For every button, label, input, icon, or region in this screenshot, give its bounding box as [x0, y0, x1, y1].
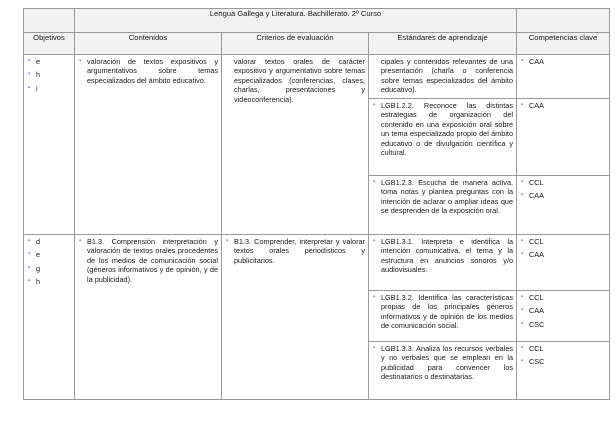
- header-competencias: Competencias clave: [517, 33, 610, 55]
- objective-item: ▪ g: [28, 264, 71, 273]
- standard-cell: [369, 291, 517, 342]
- objectives-cell: [24, 235, 75, 400]
- standard-text: ▪ LGB1.3.3. Analiza los recursos verbales y no verbales que se emplean en la publicidad para convencer los destinatarios o destinatarias.: [373, 344, 513, 382]
- competence-item: ▪ CCL: [521, 293, 606, 302]
- objective-item: ▪ h: [28, 277, 71, 286]
- objectives-list: [28, 237, 71, 287]
- competences-cell: [517, 235, 610, 291]
- content-text: ▪ B1.3. Comprensión interpretación y valoración de textos orales procedentes de los medios de comunicación social (géneros informativos y de opinión, y de la publicidad).: [79, 237, 218, 284]
- competence-item: ▪ CAA: [521, 57, 606, 66]
- standard-text: ▪ LGB1.3.2. Identifica las características propias de los principales géneros informativos y de opinión de los medios de comunicación social.: [373, 293, 513, 331]
- table-row: [24, 235, 610, 291]
- competence-item: ▪ CCL: [521, 178, 606, 187]
- table-title: Lengua Gallega y Literatura. Bachillerato. 2º Curso: [75, 9, 517, 33]
- content-cell: [75, 55, 222, 235]
- content-text: ▪ valoración de textos expositivos y argumentativos sobre temas especializados del ámbito educativo.: [79, 57, 218, 85]
- competence-item: ▪ CAA: [521, 306, 606, 315]
- competence-item: ▪ CCL: [521, 237, 606, 246]
- competence-item: ▪ CAA: [521, 101, 606, 110]
- standard-cell: [369, 55, 517, 99]
- competence-item: ▪ CAA: [521, 250, 606, 259]
- objective-item: ▪ d: [28, 237, 71, 246]
- competence-item: ▪ CCL: [521, 344, 606, 353]
- header-objetivos: Objetivos: [24, 33, 75, 55]
- objective-item: ▪ e: [28, 250, 71, 259]
- standard-cell: [369, 176, 517, 235]
- objective-item: ▪ e: [28, 57, 71, 66]
- curriculum-table: [23, 8, 610, 400]
- title-corner: [24, 9, 75, 33]
- competence-item: ▪ CSC: [521, 357, 606, 366]
- standard-cell: [369, 235, 517, 291]
- content-cell: [75, 235, 222, 400]
- objectives-list: [28, 57, 71, 93]
- objective-item: ▪ i: [28, 84, 71, 93]
- criteria-text: ▪ B1.3. Comprender, interpretar y valorar textos orales periodísticos y publicitarios.: [226, 237, 365, 265]
- competences-cell: [517, 55, 610, 99]
- competence-item: ▪ CSC: [521, 320, 606, 329]
- criteria-cell: [222, 235, 369, 400]
- objective-item: ▪ h: [28, 70, 71, 79]
- standard-text: cipales y contenidos relevantes de una presentación (charla o conferencia sobre temas especializados del ámbito educativo).: [381, 57, 514, 95]
- table-header-row: [24, 33, 610, 55]
- standard-cell: [369, 342, 517, 400]
- criteria-text: valorar textos orales de carácter expositivo y argumentativo sobre temas especializados (conferencias, clases, charlas, presentaciones y videoconferencia).: [234, 57, 365, 104]
- header-criterios: Criterios de evaluación: [222, 33, 369, 55]
- standard-text: ▪ LGB1.3.1. Interpreta e identifica la intención comunicativa, el tema y la estructura en anuncios sonoros y/o audiovisuales.: [373, 237, 513, 275]
- header-contenidos: Contenidos: [75, 33, 222, 55]
- objectives-cell: [24, 55, 75, 235]
- table-row: [24, 55, 610, 99]
- criteria-cell: [222, 55, 369, 235]
- standard-text: ▪ LGB1.2.3. Escucha de manera activa, toma notas y plantea preguntas con la intención de aclarar o ampliar ideas que se desprenden de la exposición oral.: [373, 178, 513, 216]
- standard-cell: [369, 99, 517, 176]
- header-estandares: Estándares de aprendizaje: [369, 33, 517, 55]
- title-corner-right: [517, 9, 610, 33]
- competence-item: ▪ CAA: [521, 191, 606, 200]
- table-title-row: [24, 9, 610, 33]
- competences-cell: [517, 99, 610, 176]
- standard-text: ▪ LGB1.2.2. Reconoce las distintas estrategias de organización del contenido en una exposición oral sobre un tema especializado propio del ámbito educativo o de divulgación científica y cultural.: [373, 101, 513, 157]
- competences-cell: [517, 176, 610, 235]
- competences-cell: [517, 291, 610, 342]
- competences-cell: [517, 342, 610, 400]
